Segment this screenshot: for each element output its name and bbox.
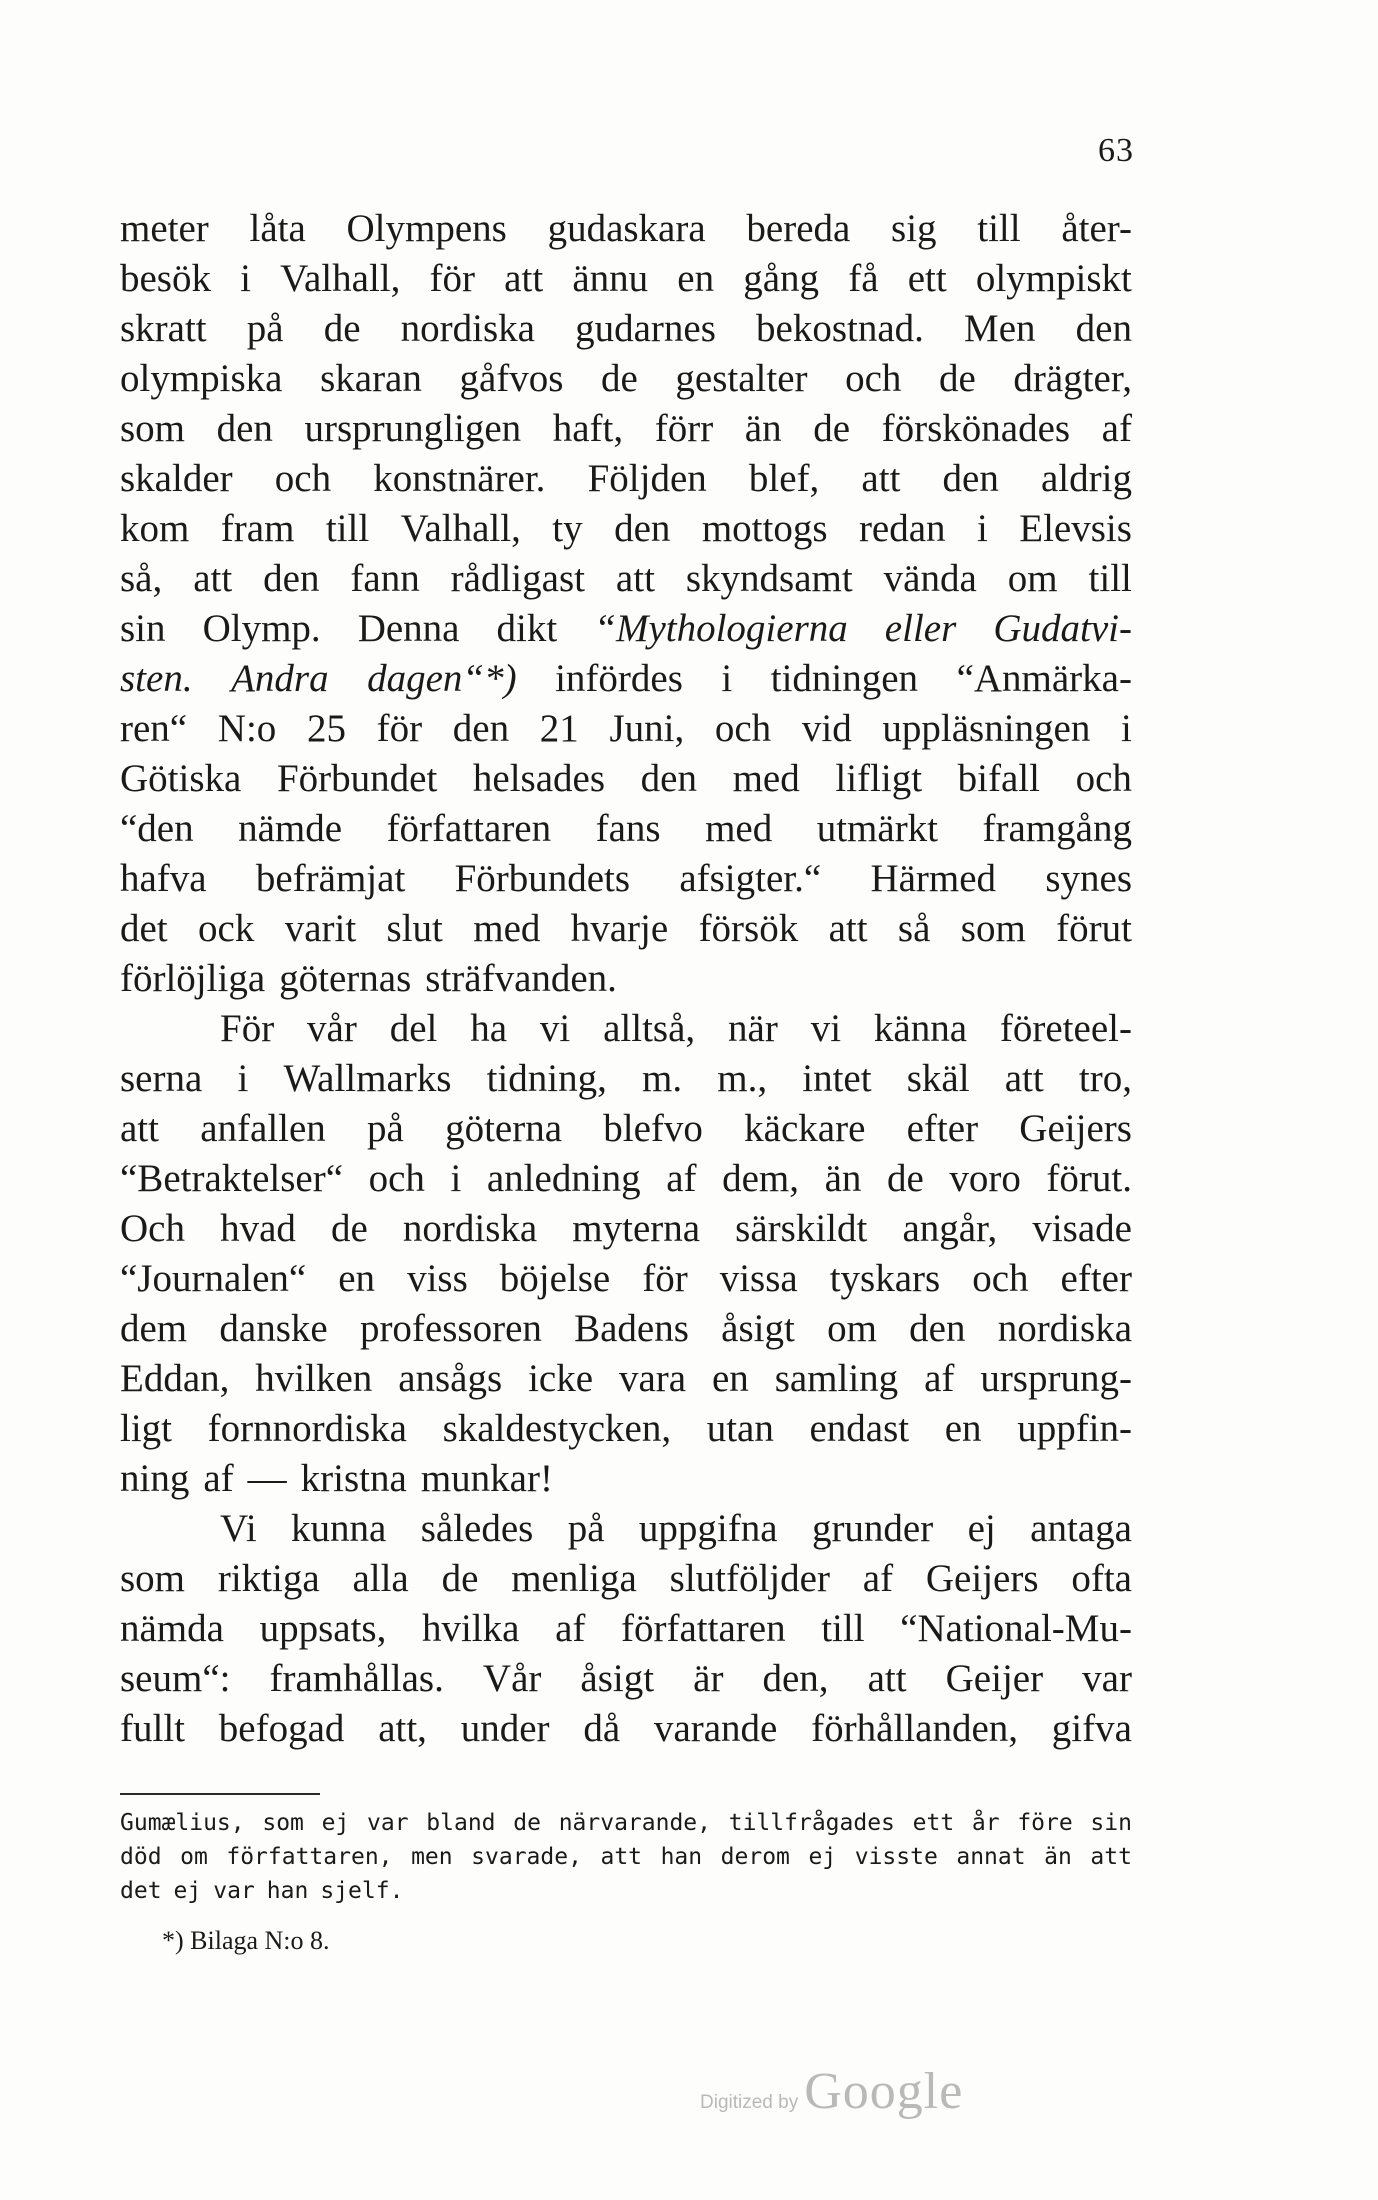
text-line: För vår del ha vi alltså, när vi känna företeel-	[220, 1007, 1132, 1050]
text-line: Vi kunna således på uppgifna grunder ej antaga	[220, 1507, 1132, 1550]
text-line: “Journalen“ en viss böjelse för vissa tyskars och efter	[120, 1257, 1132, 1300]
text-line: förlöjliga göternas sträfvanden.	[120, 957, 617, 1000]
text-line: dem danske professoren Badens åsigt om den nordiska	[120, 1307, 1132, 1350]
text-line: sten. Andra dagen“*) infördes i tidningen “Anmärka-	[120, 657, 1132, 700]
page-number: 63	[1098, 132, 1134, 169]
footnotes	[120, 1806, 1132, 1958]
text-line: som riktiga alla de menliga slutföljder af Geijers ofta	[120, 1557, 1132, 1600]
text-line: olympiska skaran gåfvos de gestalter och de drägter,	[120, 357, 1132, 400]
text-line: död om författaren, men svarade, att han derom ej visste annat än att	[120, 1844, 1132, 1870]
text-line: det ock varit slut med hvarje försök att så som förut	[120, 907, 1132, 950]
text-line: skratt på de nordiska gudarnes bekostnad. Men den	[120, 307, 1132, 350]
footnote-rule	[120, 1793, 320, 1795]
text-line: serna i Wallmarks tidning, m. m., intet skäl att tro,	[120, 1057, 1132, 1100]
text-line: skalder och konstnärer. Följden blef, att den aldrig	[120, 457, 1132, 500]
text-line: Götiska Förbundet helsades den med lifligt bifall och	[120, 757, 1132, 800]
footnote-reference: *) Bilaga N:o 8.	[162, 1926, 330, 1955]
digitized-watermark	[700, 2062, 963, 2121]
text-line: ligt fornnordiska skaldestycken, utan endast en uppfin-	[120, 1407, 1132, 1450]
watermark-prefix: Digitized by	[700, 2092, 799, 2113]
text-line: ning af — kristna munkar!	[120, 1457, 553, 1500]
text-line: Eddan, hvilken ansågs icke vara en samling af ursprung-	[120, 1357, 1132, 1400]
text-line: nämda uppsats, hvilka af författaren till “National-Mu-	[120, 1607, 1132, 1650]
text-line: seum“: framhållas. Vår åsigt är den, att Geijer var	[120, 1657, 1132, 1700]
footnote-lines	[120, 1806, 1132, 1908]
text-line: som den ursprungligen haft, förr än de förskönades af	[120, 407, 1132, 450]
text-line: Gumælius, som ej var bland de närvarande, tillfrågades ett år före sin	[120, 1810, 1132, 1836]
text-line: ren“ N:o 25 för den 21 Juni, och vid uppläsningen i	[120, 707, 1132, 750]
text-line: hafva befrämjat Förbundets afsigter.“ Härmed synes	[120, 857, 1132, 900]
text-line: sin Olymp. Denna dikt “Mythologierna eller Gudatvi-	[120, 607, 1132, 650]
text-line: fullt befogad att, under då varande förhållanden, gifva	[120, 1707, 1132, 1750]
text-line: att anfallen på göterna blefvo käckare efter Geijers	[120, 1107, 1132, 1150]
text-line: “den nämde författaren fans med utmärkt framgång	[120, 807, 1132, 850]
google-logo: Google	[804, 2063, 964, 2120]
text-line: så, att den fann rådligast att skyndsamt vända om till	[120, 557, 1132, 600]
text-line: meter låta Olympens gudaskara bereda sig till åter-	[120, 207, 1132, 250]
body-text	[120, 204, 1132, 1754]
text-line: det ej var han sjelf.	[120, 1878, 404, 1904]
text-line: besök i Valhall, för att ännu en gång få ett olympiskt	[120, 257, 1132, 300]
text-line: Och hvad de nordiska myterna särskildt angår, visade	[120, 1207, 1132, 1250]
text-line: kom fram till Valhall, ty den mottogs redan i Elevsis	[120, 507, 1132, 550]
text-line: “Betraktelser“ och i anledning af dem, än de voro förut.	[120, 1157, 1132, 1200]
